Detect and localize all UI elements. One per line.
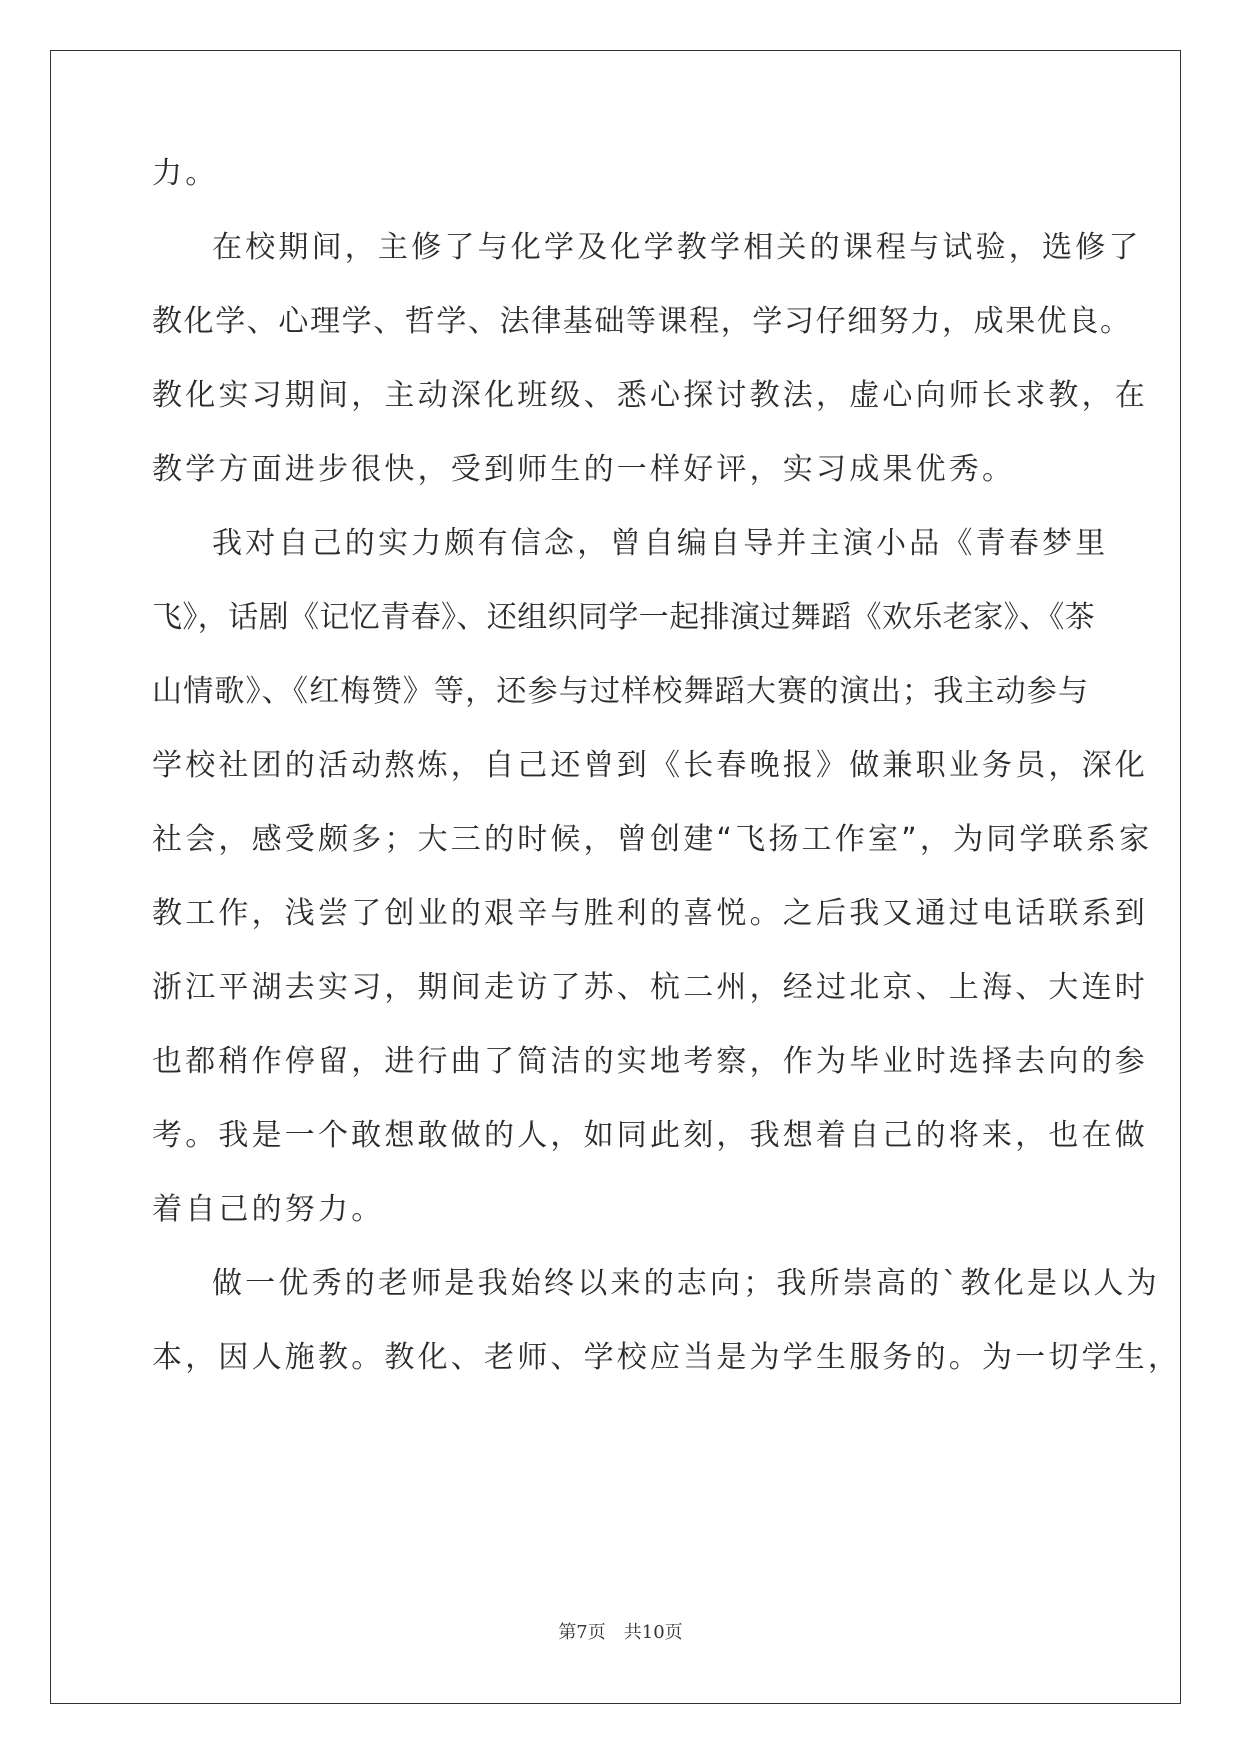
text-line-15: 着自己的努力。	[152, 1192, 385, 1227]
text-line-14: 考。我是一个敢想敢做的人，如同此刻，我想着自己的将来，也在做	[152, 1118, 1148, 1153]
text-line-6: 我对自己的实力颇有信念，曾自编自导并主演小品《青春梦里	[212, 526, 1109, 561]
text-line-4: 教化实习期间，主动深化班级、悉心探讨教法，虚心向师长求教，在	[152, 378, 1148, 413]
text-line-12: 浙江平湖去实习，期间走访了苏、杭二州，经过北京、上海、大连时	[152, 970, 1148, 1005]
text-line-16: 做一优秀的老师是我始终以来的志向；我所崇高的`教化是以人为	[212, 1266, 1160, 1301]
text-line-7: 飞》，话剧《记忆青春》、还组织同学一起排演过舞蹈《欢乐老家》、《茶	[152, 600, 1096, 635]
text-line-17: 本，因人施教。教化、老师、学校应当是为学生服务的。为一切学生，	[152, 1340, 1182, 1375]
page-border	[50, 50, 1181, 1704]
text-line-10: 社会，感受颇多；大三的时候，曾创建“飞扬工作室”，为同学联系家	[152, 822, 1153, 857]
text-line-8: 山情歌》、《红梅赞》等，还参与过样校舞蹈大赛的演出；我主动参与	[152, 674, 1090, 709]
text-line-3: 教化学、心理学、哲学、法律基础等课程，学习仔细努力，成果优良。	[152, 304, 1132, 339]
text-line-9: 学校社团的活动熬炼，自己还曾到《长春晚报》做兼职业务员，深化	[152, 748, 1148, 783]
page-number: 第7页	[558, 1622, 606, 1643]
page-total: 共10页	[623, 1622, 683, 1643]
page-footer	[0, 1618, 1241, 1644]
text-line-1: 力。	[152, 156, 219, 191]
text-line-5: 教学方面进步很快，受到师生的一样好评，实习成果优秀。	[152, 452, 1016, 487]
text-line-2: 在校期间，主修了与化学及化学教学相关的课程与试验，选修了	[212, 230, 1142, 265]
text-line-13: 也都稍作停留，进行曲了简洁的实地考察，作为毕业时选择去向的参	[152, 1044, 1148, 1079]
text-line-11: 教工作，浅尝了创业的艰辛与胜利的喜悦。之后我又通过电话联系到	[152, 896, 1148, 931]
